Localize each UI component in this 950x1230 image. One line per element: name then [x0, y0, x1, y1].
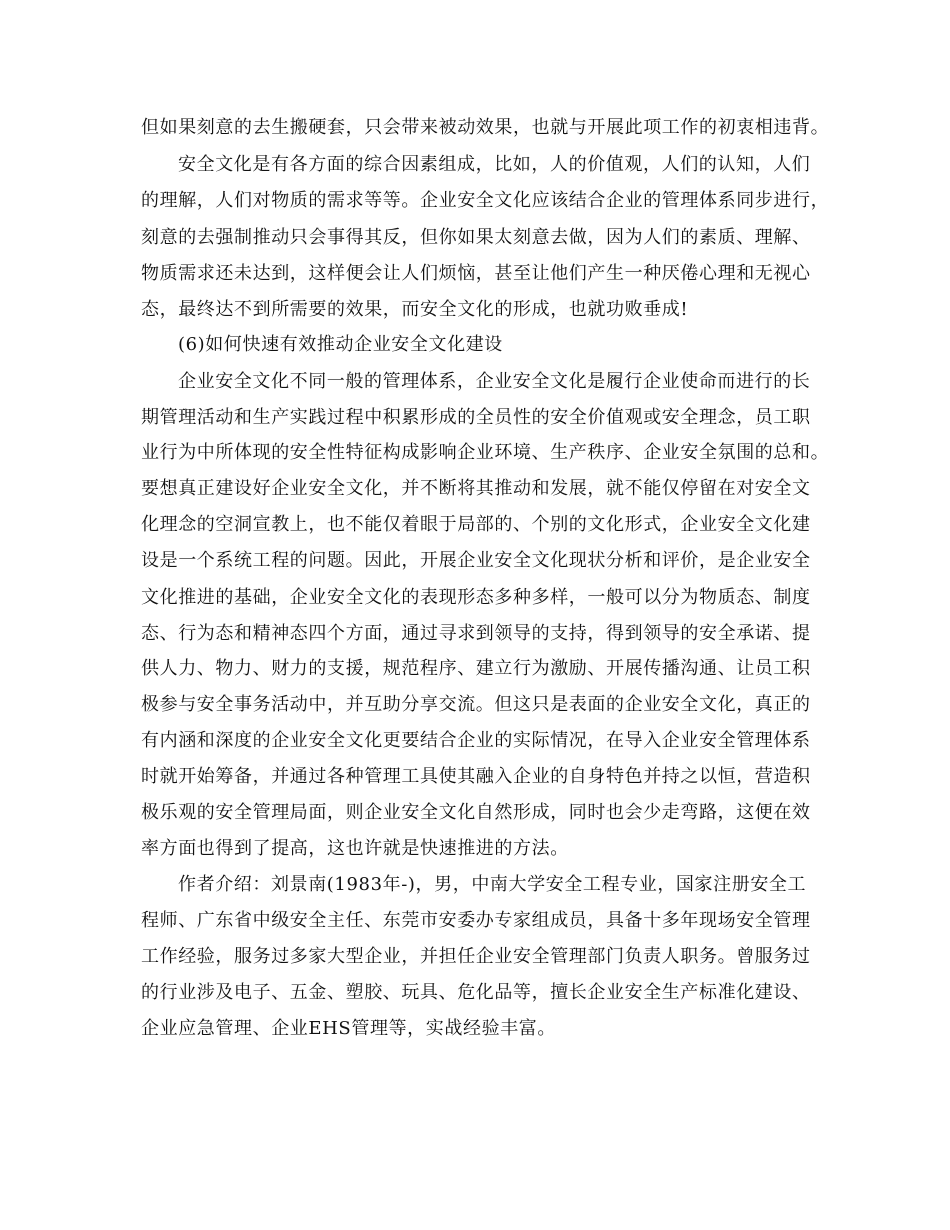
text-line: 刻意的去强制推动只会事得其反，但你如果太刻意去做，因为人们的素质、理解、 — [141, 227, 811, 248]
author-intro-line: 的行业涉及电子、五金、塑胶、玩具、危化品等，擅长企业安全生产标准化建设、 — [141, 982, 811, 1003]
text-line: 企业安全文化不同一般的管理体系，企业安全文化是履行企业使命而进行的长 — [178, 371, 811, 392]
text-line: 期管理活动和生产实践过程中积累形成的全员性的安全价值观或安全理念，员工职 — [141, 407, 811, 428]
text-line: 要想真正建设好企业安全文化，并不断将其推动和发展，就不能仅停留在对安全文 — [141, 478, 811, 499]
text-line: 的理解，人们对物质的需求等等。企业安全文化应该结合企业的管理体系同步进行， — [141, 190, 830, 211]
author-intro-line: 作者介绍：刘景南(1983年-)，男，中南大学安全工程专业，国家注册安全工 — [178, 874, 807, 895]
text-line: 但如果刻意的去生搬硬套，只会带来被动效果，也就与开展此项工作的初衷相违背。 — [141, 117, 830, 138]
text-line: 物质需求还未达到，这样便会让人们烦恼，甚至让他们产生一种厌倦心理和无视心 — [141, 263, 811, 284]
text-line: 极乐观的安全管理局面，则企业安全文化自然形成，同时也会少走弯路，这便在效 — [141, 802, 811, 823]
text-line: 文化推进的基础，企业安全文化的表现形态多种多样，一般可以分为物质态、制度 — [141, 587, 811, 608]
text-line: 极参与安全事务活动中，并互助分享交流。但这只是表面的企业安全文化，真正的 — [141, 694, 811, 715]
text-line: 设是一个系统工程的问题。因此，开展企业安全文化现状分析和评价，是企业安全 — [141, 550, 811, 571]
text-line: 供人力、物力、财力的支援，规范程序、建立行为激励、开展传播沟通、让员工积 — [141, 658, 811, 679]
author-intro-line: 工作经验，服务过多家大型企业，并担任企业安全管理部门负责人职务。曾服务过 — [141, 946, 811, 967]
text-line: 态，最终达不到所需要的效果，而安全文化的形成，也就功败垂成! — [141, 299, 689, 320]
section-heading: (6)如何快速有效推动企业安全文化建设 — [178, 334, 503, 355]
text-line: 态、行为态和精神态四个方面，通过寻求到领导的支持，得到领导的安全承诺、提 — [141, 623, 811, 644]
text-line: 有内涵和深度的企业安全文化更要结合企业的实际情况，在导入企业安全管理体系 — [141, 730, 811, 751]
text-line: 率方面也得到了提高，这也许就是快速推进的方法。 — [141, 838, 569, 859]
text-line: 安全文化是有各方面的综合因素组成，比如，人的价值观，人们的认知，人们 — [178, 154, 811, 175]
text-line: 时就开始筹备，并通过各种管理工具使其融入企业的自身特色并持之以恒，营造积 — [141, 766, 811, 787]
author-intro-line: 程师、广东省中级安全主任、东莞市安委办专家组成员，具备十多年现场安全管理 — [141, 910, 811, 931]
text-line: 化理念的空洞宣教上，也不能仅着眼于局部的、个别的文化形式，企业安全文化建 — [141, 514, 811, 535]
author-intro-line: 企业应急管理、企业EHS管理等，实战经验丰富。 — [141, 1018, 556, 1039]
text-line: 业行为中所体现的安全性特征构成影响企业环境、生产秩序、企业安全氛围的总和。 — [141, 442, 830, 463]
